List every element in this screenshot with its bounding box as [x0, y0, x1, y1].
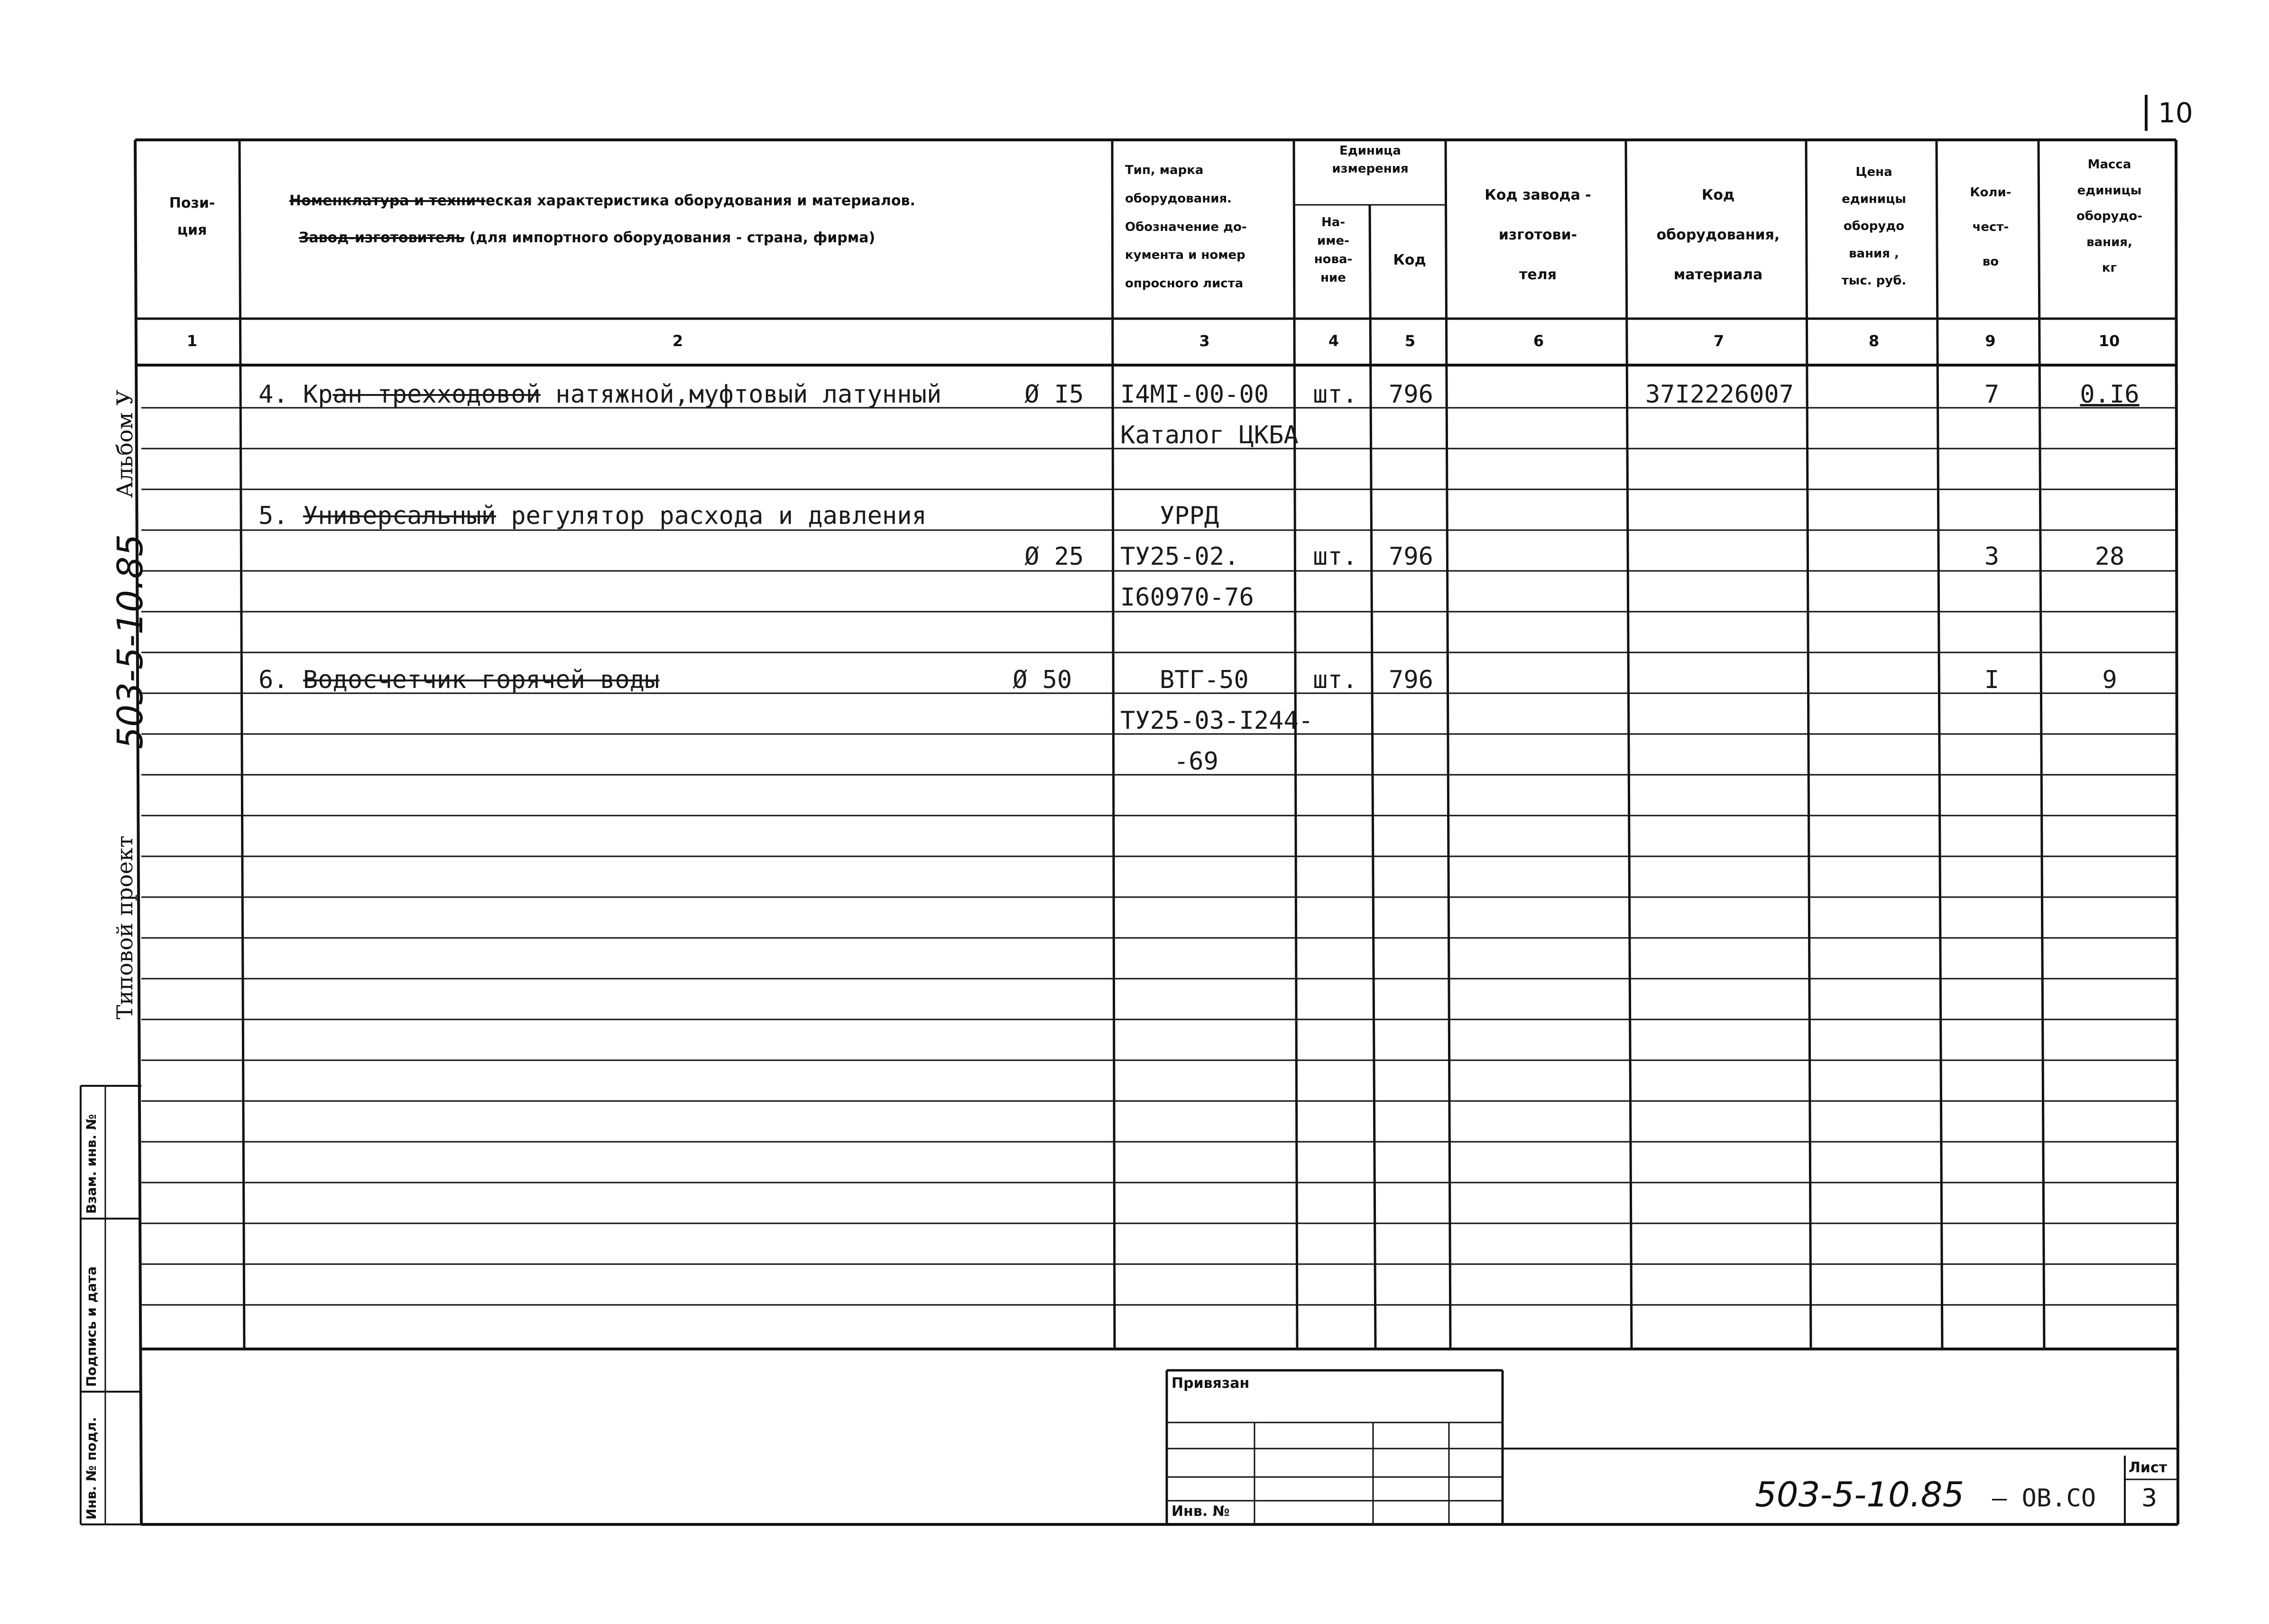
- stamp-podpis-data: Подпись и дата: [83, 1266, 99, 1387]
- header-name-line1-struck: Номенклатура и технич: [289, 193, 486, 209]
- row-4-quantity: 7: [1984, 380, 2000, 409]
- header-quantity: Коли- чест- во: [1970, 185, 2011, 269]
- row-4-mass: 0.I6: [2080, 380, 2140, 409]
- row-5-diameter: Ø 25: [1024, 542, 1084, 571]
- row-5-mass: 28: [2094, 542, 2125, 571]
- col-num-2: 2: [672, 332, 683, 350]
- row-4-diameter: Ø I5: [1024, 380, 1084, 409]
- row-5-name: 5. Универсальный регулятор расхода и давления: [258, 502, 927, 530]
- header-name-line2-struck: Завод-изготовитель: [299, 229, 465, 246]
- col-num-8: 8: [1868, 332, 1880, 350]
- row-6-type: ВТГ-50: [1160, 666, 1249, 694]
- title-privyazan: Привязан: [1171, 1375, 1250, 1392]
- title-doc-code-handwritten: 503-5-10.85: [1755, 1475, 1965, 1514]
- col-num-6: 6: [1533, 332, 1544, 350]
- title-inv-no: Инв. №: [1171, 1503, 1230, 1520]
- row-4-equipment-code: 37I2226007: [1645, 380, 1794, 409]
- row-4-name: 4. Кран трехходовой натяжной,муфтовый латунный: [258, 380, 942, 409]
- row-5-quantity: 3: [1984, 542, 2000, 571]
- header-name: [247, 183, 1110, 257]
- row-6-mass: 9: [2102, 666, 2117, 694]
- project-label: Типовой проект: [112, 835, 138, 1019]
- col-num-10: 10: [2098, 332, 2120, 350]
- col-num-3: 3: [1199, 332, 1210, 350]
- row-4-type: I4MI-00-00: [1120, 380, 1269, 409]
- title-doc-code-suffix: – ОВ.СО: [1992, 1484, 2096, 1513]
- header-factory-code: Код завода - изготови- теля: [1485, 187, 1591, 283]
- title-sheet-label: Лист: [2129, 1459, 2168, 1476]
- row-6-name: 6. Водосчетчик горячей воды: [258, 666, 660, 694]
- row-6-type-line2: ТУ25-03-I244-: [1120, 706, 1313, 735]
- row-5-unit-code: 796: [1389, 542, 1433, 571]
- album-series-handwritten: 503-5-10.85: [110, 534, 151, 749]
- header-mass: Масса единицы оборудо- вания, кг: [2076, 157, 2143, 275]
- row-4-unit-code: 796: [1389, 380, 1433, 409]
- row-6-unit-code: 796: [1389, 666, 1433, 694]
- col-num-7: 7: [1713, 332, 1725, 350]
- header-type: Тип, марка оборудования. Обозначение до- кумента и номер опросного листа: [1125, 163, 1247, 291]
- col-num-5: 5: [1404, 332, 1416, 350]
- row-5-type-line2: ТУ25-02.: [1120, 542, 1239, 571]
- header-unit-code: Код: [1393, 252, 1426, 268]
- header-position: Пози- ция: [169, 195, 215, 239]
- header-equipment-code: Код оборудования, материала: [1656, 187, 1780, 283]
- row-5-type: УРРД: [1160, 502, 1219, 530]
- row-6-unit: шт.: [1313, 666, 1357, 694]
- album-label: Альбом У: [112, 389, 138, 498]
- title-sheet-number: 3: [2141, 1484, 2158, 1513]
- page-number: 10: [2158, 97, 2193, 129]
- header-unit-group: Единица измерения: [1332, 144, 1409, 176]
- row-6-quantity: I: [1984, 666, 2000, 694]
- row-5-unit: шт.: [1313, 542, 1357, 571]
- col-num-9: 9: [1985, 332, 1996, 350]
- header-name-line1: еская характеристика оборудования и материалов.: [485, 193, 915, 209]
- row-4-unit: шт.: [1313, 380, 1357, 409]
- stamp-inv-podl: Инв. № подл.: [83, 1417, 99, 1520]
- row-6-type-line3: -69: [1174, 747, 1218, 776]
- stamp-vzam-inv: Взам. инв. №: [83, 1114, 99, 1214]
- col-num-4: 4: [1328, 332, 1339, 350]
- header-unit-name: На- име- нова- ние: [1314, 215, 1353, 285]
- col-num-1: 1: [186, 332, 198, 350]
- row-6-diameter: Ø 50: [1013, 666, 1072, 694]
- header-price: Цена единицы оборудо вания , тыс. руб.: [1841, 165, 1907, 288]
- header-name-line2: (для импортного оборудования - страна, фирма): [464, 229, 876, 246]
- row-5-type-line3: I60970-76: [1120, 583, 1254, 612]
- row-4-type-line2: Каталог ЦКБА: [1120, 421, 1299, 450]
